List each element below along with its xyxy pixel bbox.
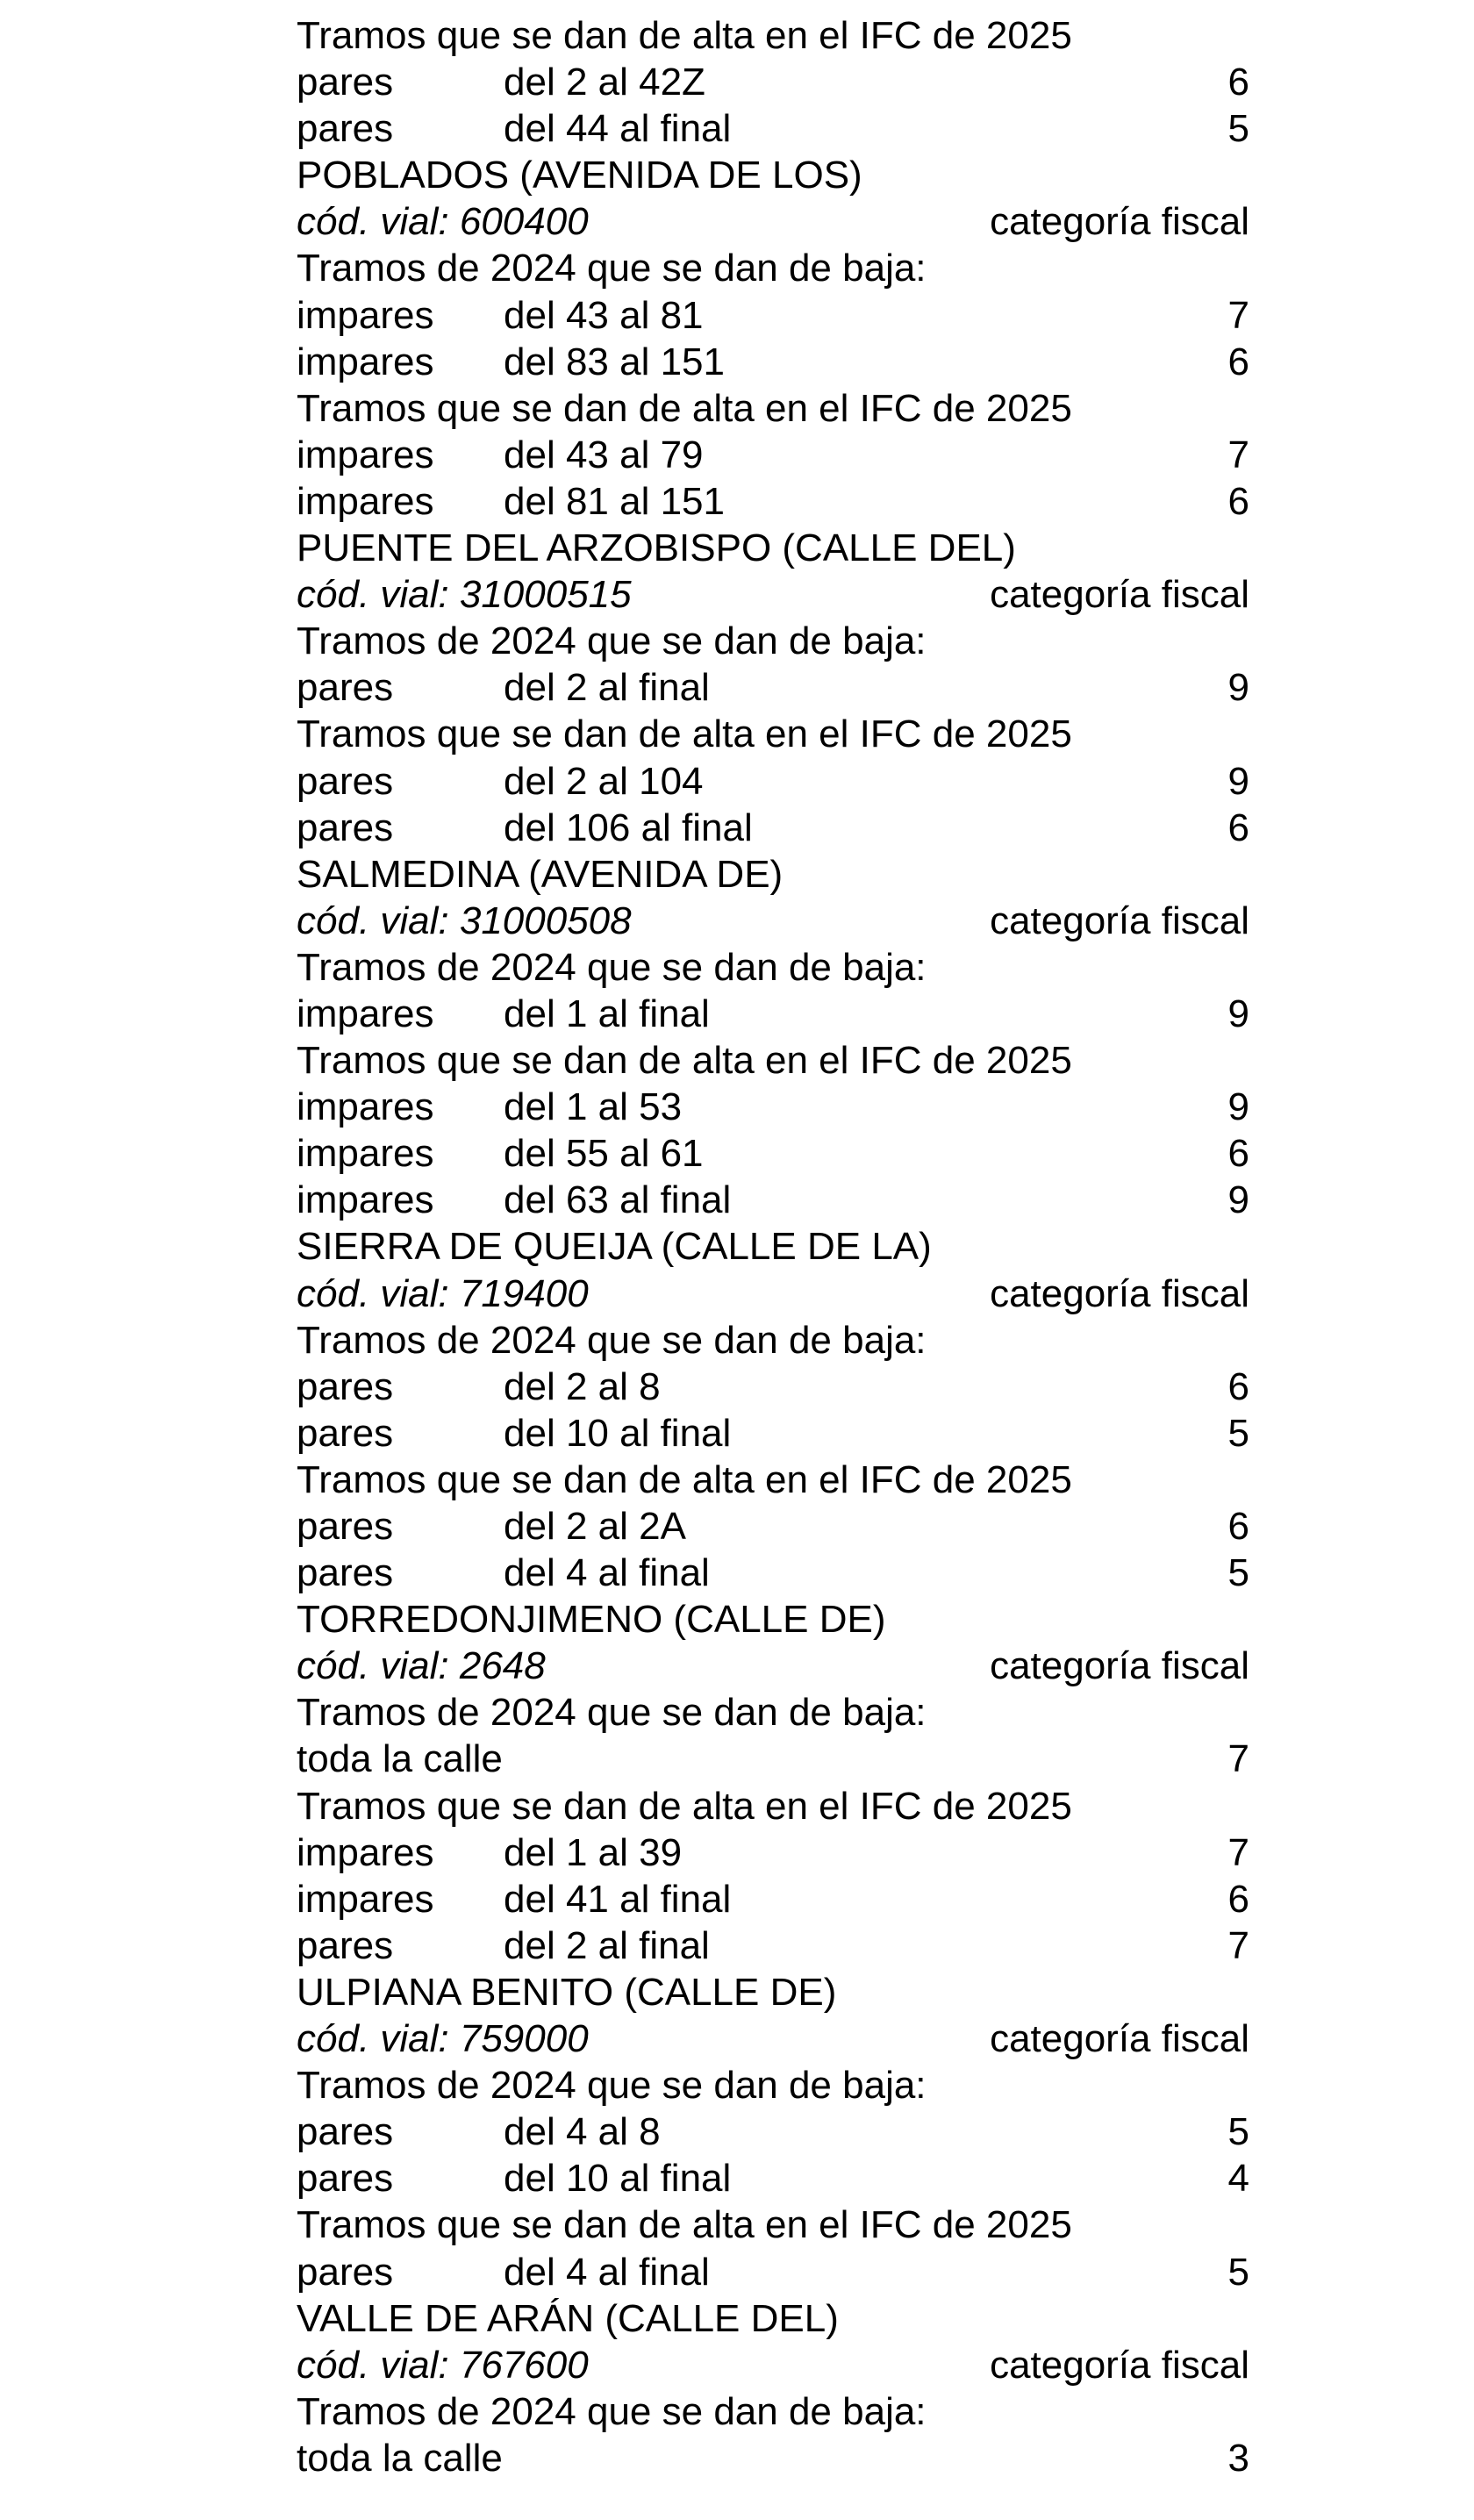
section-heading-text: Tramos de 2024 que se dan de baja: [297,945,927,989]
section-heading-text: Tramos que se dan de alta en el IFC de 2025 [297,1784,1072,1828]
fiscal-category-label: categoría fiscal [990,573,1249,617]
number-range: del 4 al final [504,1551,710,1595]
street-name-text: TORREDONJIMENO (CALLE DE) [297,1598,886,1642]
whole-street-text: toda la calle [297,1737,503,1781]
street-code-line [297,1643,1249,1689]
section-heading [297,245,1249,291]
section-heading-text: Tramos de 2024 que se dan de baja: [297,2064,927,2108]
range-row [297,292,1249,339]
fiscal-category-label: categoría fiscal [990,898,1249,942]
section-heading-text: Tramos que se dan de alta en el IFC de 2025 [297,1039,1072,1083]
range-row [297,1550,1249,1596]
parity: pares [297,1551,394,1595]
section-heading [297,1783,1249,1829]
category-value: 7 [1227,1830,1249,1874]
category-value: 7 [1227,293,1249,337]
category-value: 7 [1227,1923,1249,1967]
parity: impares [297,1178,434,1222]
number-range: del 2 al 8 [504,1364,661,1408]
category-value: 9 [1227,759,1249,803]
parity: impares [297,293,434,337]
street-name [297,1223,1249,1270]
category-value: 7 [1227,433,1249,476]
fiscal-category-label: categoría fiscal [990,2017,1249,2061]
category-value: 6 [1227,1364,1249,1408]
parity: impares [297,1830,434,1874]
category-value: 6 [1227,1877,1249,1921]
street-code: cód. vial: 31000508 [297,898,632,942]
section-heading [297,2201,1249,2248]
section-heading-text: Tramos que se dan de alta en el IFC de 2025 [297,386,1072,430]
number-range: del 43 al 81 [504,293,704,337]
range-row [297,991,1249,1037]
range-row [297,758,1249,805]
parity: impares [297,1877,434,1921]
section-heading [297,1317,1249,1364]
street-name [297,851,1249,898]
street-code-line [297,2342,1249,2388]
number-range: del 2 al 42Z [504,61,705,104]
number-range: del 41 al final [504,1877,732,1921]
fiscal-category-label: categoría fiscal [990,1644,1249,1688]
range-row [297,2108,1249,2155]
number-range: del 2 al 104 [504,759,704,803]
street-code: cód. vial: 759000 [297,2017,589,2061]
street-name [297,1969,1249,2015]
category-value: 5 [1227,2250,1249,2294]
section-heading [297,1037,1249,1084]
category-value: 6 [1227,1505,1249,1548]
parity: pares [297,666,394,710]
parity: impares [297,992,434,1035]
number-range: del 1 al 39 [504,1830,683,1874]
street-name-text: SALMEDINA (AVENIDA DE) [297,852,784,896]
number-range: del 44 al final [504,107,732,151]
section-heading-text: Tramos de 2024 que se dan de baja: [297,247,927,290]
parity: impares [297,479,434,523]
number-range: del 81 al 151 [504,479,725,523]
section-heading [297,944,1249,991]
section-heading [297,711,1249,757]
number-range: del 2 al final [504,666,710,710]
street-name-text: ULPIANA BENITO (CALLE DE) [297,1970,837,2014]
number-range: del 4 al final [504,2250,710,2294]
street-code: cód. vial: 719400 [297,1271,589,1315]
category-value: 5 [1227,107,1249,151]
section-heading [297,2062,1249,2108]
category-value: 6 [1227,61,1249,104]
parity: pares [297,2250,394,2294]
street-name [297,152,1249,198]
range-row [297,1364,1249,1410]
category-value: 6 [1227,805,1249,849]
street-code-line [297,898,1249,944]
section-heading-text: Tramos que se dan de alta en el IFC de 2025 [297,14,1072,57]
street-code-line [297,571,1249,618]
category-value: 6 [1227,340,1249,383]
number-range: del 1 al 53 [504,1085,683,1129]
number-range: del 10 al final [504,1411,732,1455]
section-heading-text: Tramos que se dan de alta en el IFC de 2025 [297,2203,1072,2247]
street-code: cód. vial: 2648 [297,1644,546,1688]
whole-street-text: toda la calle [297,2436,503,2480]
parity: pares [297,1364,394,1408]
street-name [297,525,1249,571]
section-heading [297,385,1249,432]
number-range: del 2 al final [504,1923,710,1967]
section-heading [297,2388,1249,2435]
number-range: del 4 al 8 [504,2110,661,2154]
range-row [297,432,1249,478]
number-range: del 83 al 151 [504,340,725,383]
street-name-text: POBLADOS (AVENIDA DE LOS) [297,154,862,197]
parity: impares [297,1132,434,1176]
number-range: del 43 al 79 [504,433,704,476]
street-code-line [297,2015,1249,2062]
section-heading [297,1457,1249,1503]
street-name-text: PUENTE DEL ARZOBISPO (CALLE DEL) [297,526,1016,570]
section-heading-text: Tramos de 2024 que se dan de baja: [297,1691,927,1735]
fiscal-category-label: categoría fiscal [990,200,1249,244]
range-row [297,2249,1249,2295]
category-value: 7 [1227,1737,1249,1781]
number-range: del 106 al final [504,805,753,849]
street-code-line [297,1271,1249,1317]
range-row [297,1829,1249,1876]
section-heading [297,618,1249,664]
range-row [297,1503,1249,1550]
category-value: 5 [1227,1551,1249,1595]
fiscal-category-label: categoría fiscal [990,1271,1249,1315]
street-code: cód. vial: 31000515 [297,573,632,617]
range-row [297,339,1249,385]
range-row [297,805,1249,851]
section-heading-text: Tramos que se dan de alta en el IFC de 2025 [297,712,1072,756]
category-value: 9 [1227,1085,1249,1129]
street-name [297,1596,1249,1643]
category-value: 4 [1227,2157,1249,2201]
parity: pares [297,2110,394,2154]
street-name-text: SIERRA DE QUEIJA (CALLE DE LA) [297,1225,932,1269]
category-value: 3 [1227,2436,1249,2480]
street-name [297,2295,1249,2342]
whole-street-row [297,2435,1249,2481]
whole-street-row [297,1736,1249,1782]
number-range: del 1 al final [504,992,710,1035]
parity: pares [297,1923,394,1967]
range-row [297,1130,1249,1177]
category-value: 9 [1227,992,1249,1035]
number-range: del 55 al 61 [504,1132,704,1176]
street-code: cód. vial: 767600 [297,2343,589,2387]
parity: pares [297,2157,394,2201]
section-heading [297,12,1249,59]
range-row [297,478,1249,525]
parity: pares [297,759,394,803]
parity: pares [297,61,394,104]
category-value: 9 [1227,1178,1249,1222]
number-range: del 63 al final [504,1178,732,1222]
section-heading-text: Tramos de 2024 que se dan de baja: [297,1318,927,1362]
parity: impares [297,1085,434,1129]
section-heading-text: Tramos de 2024 que se dan de baja: [297,619,927,663]
range-row [297,1922,1249,1969]
section-heading [297,1689,1249,1736]
parity: pares [297,107,394,151]
parity: impares [297,340,434,383]
street-name-text: VALLE DE ARÁN (CALLE DEL) [297,2296,839,2340]
parity: impares [297,433,434,476]
number-range: del 10 al final [504,2157,732,2201]
range-row [297,2155,1249,2201]
street-code-line [297,198,1249,245]
range-row [297,1084,1249,1130]
number-range: del 2 al 2A [504,1505,686,1548]
category-value: 6 [1227,1132,1249,1176]
parity: pares [297,805,394,849]
range-row [297,1410,1249,1457]
fiscal-category-label: categoría fiscal [990,2343,1249,2387]
category-value: 9 [1227,666,1249,710]
parity: pares [297,1505,394,1548]
range-row [297,1177,1249,1223]
street-code: cód. vial: 600400 [297,200,589,244]
range-row [297,1876,1249,1922]
parity: pares [297,1411,394,1455]
category-value: 6 [1227,479,1249,523]
section-heading-text: Tramos que se dan de alta en el IFC de 2025 [297,1457,1072,1501]
street-list [297,12,1249,2481]
category-value: 5 [1227,1411,1249,1455]
section-heading-text: Tramos de 2024 que se dan de baja: [297,2389,927,2433]
range-row [297,105,1249,152]
range-row [297,59,1249,105]
category-value: 5 [1227,2110,1249,2154]
range-row [297,664,1249,711]
